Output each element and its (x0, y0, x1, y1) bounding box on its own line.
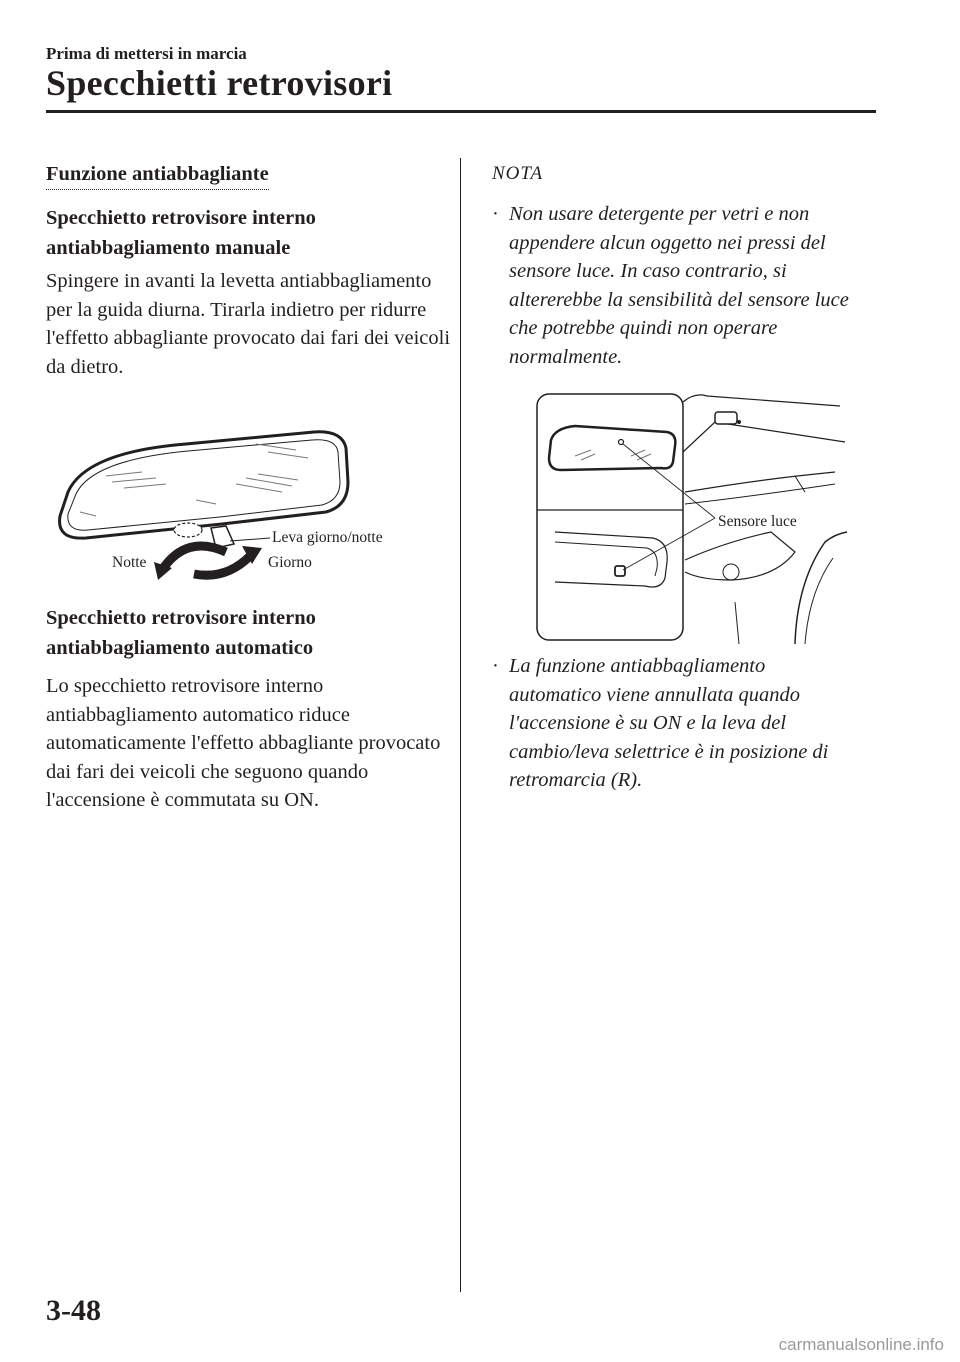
body-manual-mirror: Spingere in avanti la levetta antiabbagliamento per la guida diurna. Tirarla indietro per ridurre l'effetto abbagliante provocato dai fari dei veicoli da dietro. (46, 270, 451, 378)
label-day-night-lever: Leva giorno/notte (272, 529, 383, 546)
subheading-auto-mirror: Specchietto retrovisore interno antiabbagliamento automatico (46, 607, 316, 659)
label-night: Notte (112, 554, 147, 571)
light-sensor-illustration (535, 392, 850, 644)
watermark: carmanualsonline.info (778, 1335, 944, 1354)
note-bullet-1 (492, 200, 862, 371)
column-divider (460, 158, 461, 1292)
title-rule (46, 110, 876, 113)
note-bullet-2-text: La funzione antiabbagliamento automatico viene annullata quando l'accensione è su ON e la leva del cambio/leva selettrice è in posizione di retromarcia (R). (509, 655, 829, 791)
label-light-sensor: Sensore luce (718, 513, 797, 530)
figure-light-sensor (535, 392, 850, 644)
manual-mirror-illustration (46, 420, 446, 590)
subheading-manual-mirror: Specchietto retrovisore interno antiabbagliamento manuale (46, 207, 316, 259)
heading-antiglare: Funzione antiabbagliante (46, 163, 269, 190)
note-bullet-1-text: Non usare detergente per vetri e non appendere alcun oggetto nei pressi del sensore luce. In caso contrario, si altererebbe la sensibilità del sensore luce che potrebbe quindi non operare normalmente. (509, 203, 849, 368)
section-title: Specchietti retrovisori (46, 63, 393, 103)
chapter-title: Prima di mettersi in marcia (46, 44, 247, 63)
page-number: 3-48 (46, 1294, 101, 1327)
body-auto-mirror: Lo specchietto retrovisore interno antiabbagliamento automatico riduce automaticamente l'effetto abbagliante provocato dai fari dei veicoli che seguono quando l'accensione è commutata su ON. (46, 675, 441, 811)
figure-manual-mirror (46, 420, 446, 590)
bullet-dot: · (492, 655, 499, 677)
label-day: Giorno (268, 554, 312, 571)
note-title: NOTA (492, 163, 544, 184)
note-bullet-2 (492, 652, 862, 795)
bullet-dot: · (492, 203, 499, 225)
